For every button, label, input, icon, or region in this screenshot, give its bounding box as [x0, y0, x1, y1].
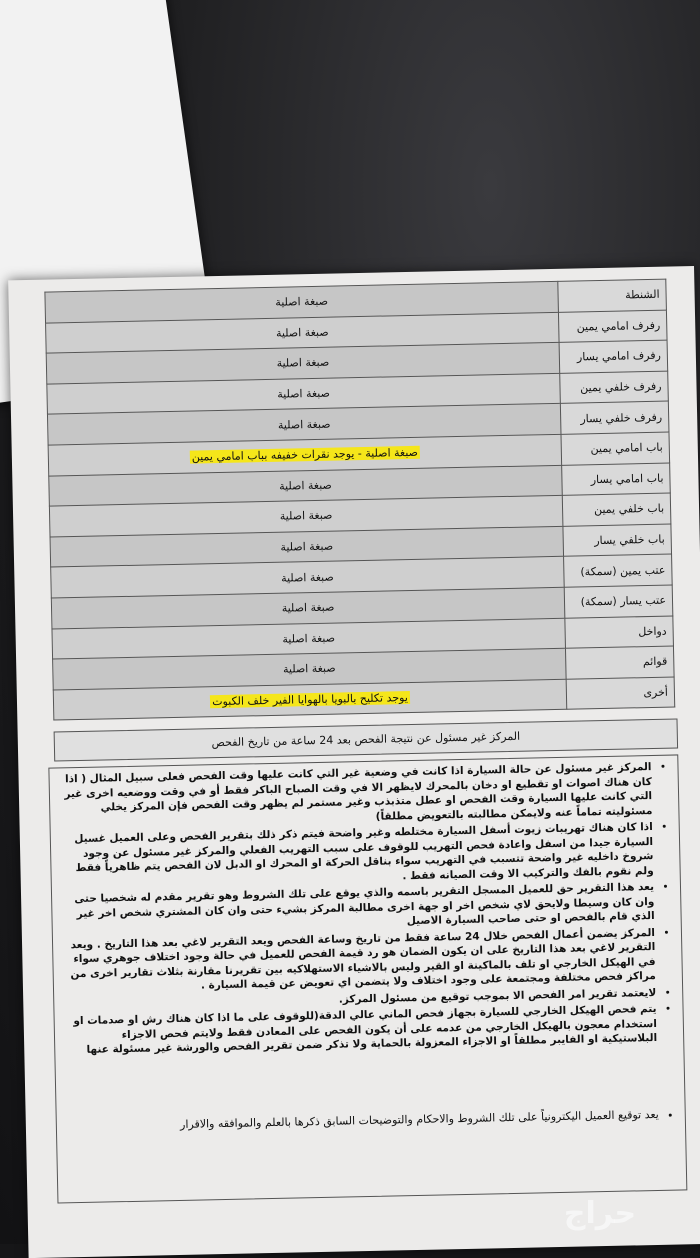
paint-status: صبغة اصلية — [52, 618, 566, 659]
condition-table — [44, 279, 675, 721]
terms-section — [48, 754, 687, 1203]
paint-status: صبغة اصلية — [47, 373, 561, 414]
term-item: • المركز غير مسئول عن حالة السيارة اذا كانت في وضعية غير التي كانت عليها وقت الفحص فعلى سبيل المثال ( اذا كان هناك اصوات او تقطيع او دخان بالمحرك لايظهر الا في وقت الصباح الباكر فقط أو في وقت ووضعيه اخرى غير التي كانت عليها السيارة وقت الفحص او عطل متذبذب وغير مستمر لم يظهر وقت الفحص فإن المركز يخلي مسئوليته تماماً عنه ولايمكن مطالبته بالتعويض مطلقاً) — [57, 760, 652, 830]
paint-status: صبغة اصلية — [53, 648, 567, 689]
haraj-watermark: حراج — [563, 1196, 637, 1231]
part-label: عتب يسار (سمكة) — [564, 585, 673, 618]
part-label: رفرف امامي يسار — [559, 340, 668, 373]
part-label: الشنطة — [558, 279, 667, 312]
inspection-report-page — [8, 266, 700, 1258]
part-label: قوائم — [565, 646, 674, 679]
part-label: دواخل — [565, 616, 674, 649]
paint-status: صبغة اصلية — [49, 465, 563, 506]
term-item: • اذا كان هناك تهريبات زيوت أسفل السيارة مختلطه وغير واضحة فيتم ذكر ذلك بتقرير الفحص وعلى العميل غسيل السيارة جيدا من اسفل واعادة فحص التهريب للوقوف على سبب التهريب الفعلي والمركز غير مسئول عن وجود شروخ داخليه غير واضحة تتسبب في التهريب سواء بناقل الحركة او المحرك او الدبل لان الفحص يتم ظاهرياً فقط ولم نقوم بالفك والتركيب الا وقت الصيانه فقط . — [59, 820, 654, 890]
paint-status: صبغة اصلية — [46, 312, 560, 353]
highlighted-remark: يوجد تكليح بالبويا بالهوايا الفير خلف الكبوت — [212, 691, 408, 709]
part-label: باب امامي يسار — [562, 463, 671, 496]
paint-status: صبغة اصلية — [51, 557, 565, 598]
paint-status: صبغة اصلية — [51, 587, 565, 628]
paint-status: صبغة اصلية — [46, 343, 560, 384]
part-label: باب خلفي يسار — [563, 524, 672, 557]
term-item: • يعد هذا التقرير حق للعميل المسجل التقرير باسمه والذي يوقع على تلك الشروط وهو تقرير مقدم له شخصيا حتى وان كان وسيطا ولايحق لاي شخص اخر او جهة اخرى مطالبة المركز بشيء حتى وان كان المشتري شخص اخر غير الذي قام بالفحص او حتى صاحب السيارة الاصيل — [60, 880, 655, 936]
part-label: رفرف خلفي يمين — [560, 371, 669, 404]
paint-status: صبغة اصلية — [50, 526, 564, 567]
terms-list — [57, 760, 670, 1135]
paint-status: صبغة اصلية — [47, 404, 561, 445]
part-label: باب امامي يمين — [561, 432, 670, 465]
paint-status: صبغة اصلية — [49, 495, 563, 536]
acknowledgement-term: • يعد توقيع العميل اليكترونياً على تلك الشروط والاحكام والتوضيحات السابق ذكرها بالعلم والموافقه والاقرار — [65, 1107, 659, 1134]
term-item: • لايعتمد تقرير امر الفحص الا بموجب توقيع من مسئول المركز. — [62, 985, 656, 1012]
highlighted-remark: صبغة اصلية - يوجد نقرات خفيفه بباب امامي يمين — [191, 446, 419, 464]
term-item: • المركز يضمن أعمال الفحص خلال 24 ساعة فقط من تاريخ وساعة الفحص ويعد التقرير لاغي بعد هذا التاريخ . ويعد التقرير لاغي بعد هذا التاريخ على ان يكون الضمان هو رد قيمة الفحص للعميل في حالة وجود اختلاف جوهري سواء في الهيكل الخارجي او تلف بالماكينة او القير وليس بالاشياء الاستهلاكيه بين تقريرنا مقارنة بثلاث تقارير اخرى من مراكز فحص مختلفة ومجتمعة على وجود اختلاف ولا يتضمن اي تعويض عن قيمة السيارة . — [61, 925, 656, 995]
paint-status: صبغة اصلية — [45, 281, 559, 322]
part-label: عتب يمين (سمكة) — [564, 554, 673, 587]
part-label: أخرى — [566, 677, 675, 710]
term-item: • يتم فحص الهيكل الخارجي للسيارة بجهاز فحص الماني عالي الدقة(للوقوف على ما اذا كان هناك رش او صدمات او استخدام معجون بالهيكل الخارجي من عدمه على أن يكون الفحص على المعادن فقط ولايتم فحص الاجزاء البلاستيكية او الفايبر مطلقاً او الاجزاء المعزولة بالحماية ولا تذكر ضمن تقرير الفحص والورشة غير مسئولة عنها — [63, 1002, 658, 1058]
part-label: باب خلفي يمين — [562, 493, 671, 526]
validity-note: المركز غير مسئول عن نتيجة الفحص بعد 24 ساعة من تاريخ الفحص — [54, 718, 678, 761]
part-label: رفرف خلفي يسار — [560, 401, 669, 434]
part-label: رفرف امامي يمين — [558, 310, 667, 343]
